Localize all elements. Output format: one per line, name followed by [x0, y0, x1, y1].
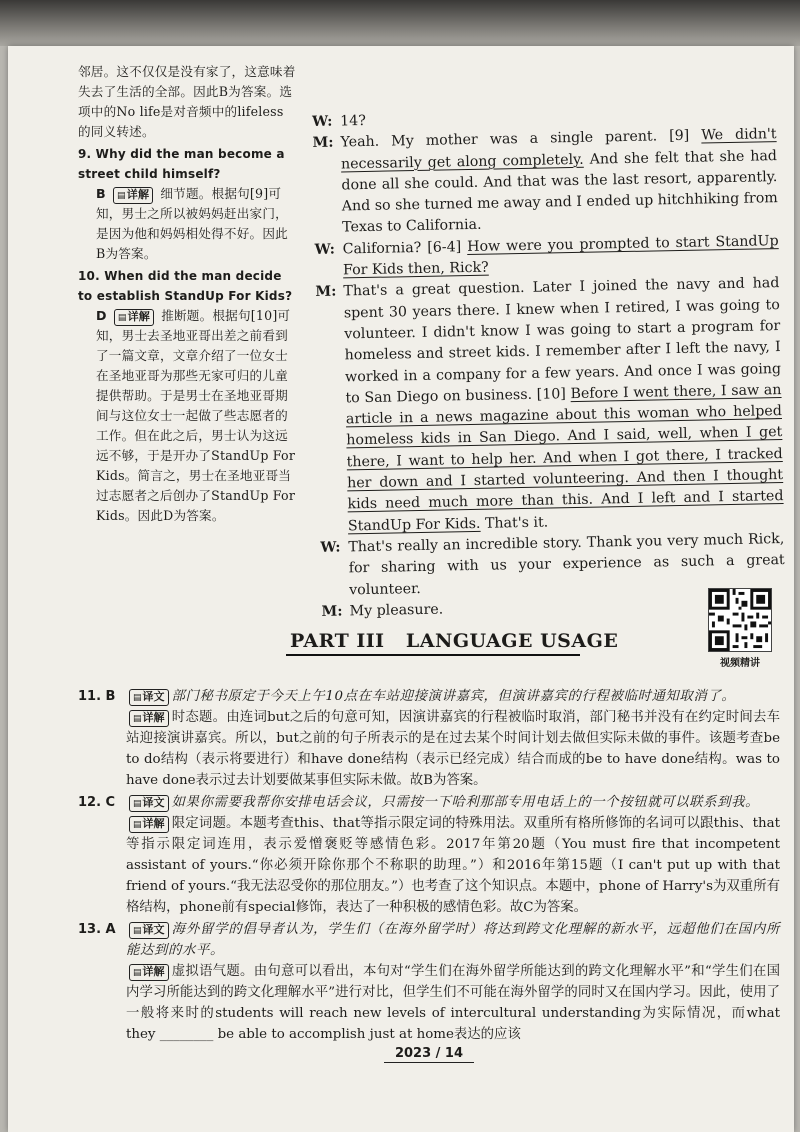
section-heading: PART III LANGUAGE USAGE [286, 630, 580, 656]
speaker-label: M: [312, 134, 334, 152]
dialogue-segment: California? [6-4] [342, 238, 468, 258]
answer-item [78, 919, 780, 1045]
book-icon: ▤ [117, 313, 127, 323]
qr-code-image [709, 589, 771, 651]
translation-tag: ▤译文 [129, 922, 169, 939]
answer-body [126, 686, 780, 791]
book-icon: ▤ [133, 693, 142, 703]
question-10-answer: D [96, 308, 107, 323]
question-10-explanation: 推断题。根据句[10]可知，男士去圣地亚哥出差之前看到了一篇文章，文章介绍了一位女士在圣地亚哥为那些无家可归的儿童提供帮助。于是男士在圣地亚哥期间与这位女士一起做了些志愿者的工作。但在此之后，男士认为这远远不够，于是开办了StandUp For Kids。简言之，男士在圣地亚哥当过志愿者之后创办了StandUp For Kids。因此D为答案。 [96, 308, 296, 523]
book-icon: ▤ [133, 968, 142, 978]
book-icon: ▤ [133, 714, 142, 724]
dialogue-segment: Yeah. My mother was a single parent. [9] [340, 127, 702, 151]
question-9-analysis [78, 184, 296, 264]
detail-tag: ▤详解 [114, 309, 154, 326]
translation-text: 海外留学的倡导者认为，学生们（在海外留学时）将达到跨文化理解的新水平，远超他们在国内所能达到的水平。 [126, 922, 780, 958]
speaker-label: M: [321, 603, 343, 620]
dialogue-segment: That's really an incredible story. Thank you very much Rick, for sharing with us your experience as such a great volunteer. [348, 530, 785, 598]
dialogue-segment: And she felt that she had done all she could. And that was the last resort, apparently. And so she turned me away and I ended up hitchhiking from Texas to California. [341, 147, 778, 236]
book-icon: ▤ [133, 799, 142, 809]
dialogue-segment: That's a great question. Later I joined the navy and had spent 30 years there. I knew when I retired, I was going to volunteer. I didn't know I was going to start a program for homeless and street kids. I remember after I left the navy, I worked in a company for a few years. And once I was going to San Diego on business. [10] [343, 275, 782, 407]
answer-body [126, 919, 780, 1045]
answer-body [126, 792, 780, 918]
explanation-tag: ▤详解 [129, 816, 169, 833]
answer-item [78, 792, 780, 918]
speaker-label: W: [312, 113, 333, 130]
question-9-answer: B [96, 186, 106, 201]
underlined-key-sentence: How were you prompted to start StandUp For Kids then, Rick? [342, 232, 779, 279]
speaker-label: M: [315, 283, 337, 301]
underlined-key-sentence: We didn't necessarily get along completely. [340, 126, 777, 173]
explanation-tag: ▤详解 [129, 964, 169, 981]
dialogue-text [343, 273, 784, 537]
explanation-text: 虚拟语气题。由句意可以看出，本句对“学生们在海外留学所能达到的跨文化理解水平”和“学生们在国内学习所能达到的跨文化理解水平”进行对比，但学生们不可能在海外留学的同时又在国内学习。因此，使用了一般将来时的students will reach new levels of intercultural understanding为实际情况，而what they ________ be able to accomplish just at home表达的应该 [126, 964, 780, 1042]
continued-explanation: 邻居。这不仅仅是没有家了，这意味着失去了生活的全部。因此B为答案。选项中的No life是对音频中的lifeless的同义转述。 [78, 64, 296, 139]
explanation-text: 时态题。由连词but之后的句意可知，因演讲嘉宾的行程被临时取消，部门秘书并没有在约定时间去车站迎接演讲嘉宾。所以，but之前的句子所表示的是在过去某个时间计划去做但实际未做的事件。该题考查be to do结构（表示将要进行）和have done结构（表示已经完成）结合而成的be to have done结构。was to have done表示过去计划要做某事但实际未做。故B为答案。 [126, 710, 780, 788]
speaker-label: W: [314, 241, 336, 258]
dialogue-turn [312, 124, 778, 239]
translation-text: 部门秘书原定于今天上午10点在车站迎接演讲嘉宾，但演讲嘉宾的行程被临时通知取消了。 [171, 689, 736, 704]
book-icon: ▤ [117, 191, 126, 201]
transcript-dialogue [312, 103, 786, 623]
speaker-label: W: [320, 539, 341, 556]
question-10: 10. When did the man decide to establish StandUp For Kids? [78, 269, 293, 303]
left-answer-column [78, 62, 296, 526]
underlined-key-sentence: Before I went there, I saw an article in a news magazine about this woman who helped homeless kids in San Diego. And I said, well, when I get there, I want to help her. And when I got there, I tracked her down and I started volunteering. And then I thought kids need much more than this. And I left and I started StandUp For Kids. [345, 381, 784, 535]
qr-code[interactable] [708, 588, 772, 652]
book-icon: ▤ [133, 926, 142, 936]
question-9: 9. Why did the man become a street child himself? [78, 147, 285, 181]
explanation-text: 限定词题。本题考查this、that等指示限定词的特殊用法。双重所有格所修饰的名词可以跟this、that等指示限定词连用，表示爱憎褒贬等感情色彩。2017年第20题（You must fire that incompetent assistant of yours.“你必须开除你那个不称职的助理。”）和2016年第15题（I can't put up with that friend of yours.“我无法忍受你的那位朋友。”）也考查了这个知识点。本题中，phone of Harry's为双重所有格结构，phone前有special修饰，表达了一种积极的感情色彩。故C为答案。 [126, 816, 780, 915]
dialogue-segment: 14? [340, 112, 367, 130]
question-9-explanation: 细节题。根据句[9]可知，男士之所以被妈妈赶出家门，是因为他和妈妈相处得不好。因此B为答案。 [96, 186, 288, 261]
scan-top-edge [0, 0, 800, 46]
answer-item [78, 686, 780, 791]
translation-text: 如果你需要我帮你安排电话会议，只需按一下哈利那部专用电话上的一个按钮就可以联系到我。 [171, 795, 760, 810]
explanation-tag: ▤详解 [129, 710, 169, 727]
book-icon: ▤ [133, 820, 142, 830]
language-usage-answers [78, 686, 780, 1046]
qr-caption: 视频精讲 [720, 658, 760, 669]
dialogue-turn [315, 273, 784, 537]
dialogue-text [340, 124, 778, 239]
question-10-analysis [78, 306, 296, 526]
dialogue-segment: My pleasure. [349, 601, 444, 620]
dialogue-segment: That's it. [480, 514, 549, 532]
answer-number: 12. C [78, 795, 116, 810]
translation-tag: ▤译文 [129, 795, 169, 812]
answer-number: 11. B [78, 689, 116, 704]
page-number: 2023 / 14 [384, 1046, 474, 1063]
translation-tag: ▤译文 [129, 689, 169, 706]
detail-tag: ▤详解 [113, 187, 153, 204]
answer-number: 13. A [78, 922, 116, 937]
